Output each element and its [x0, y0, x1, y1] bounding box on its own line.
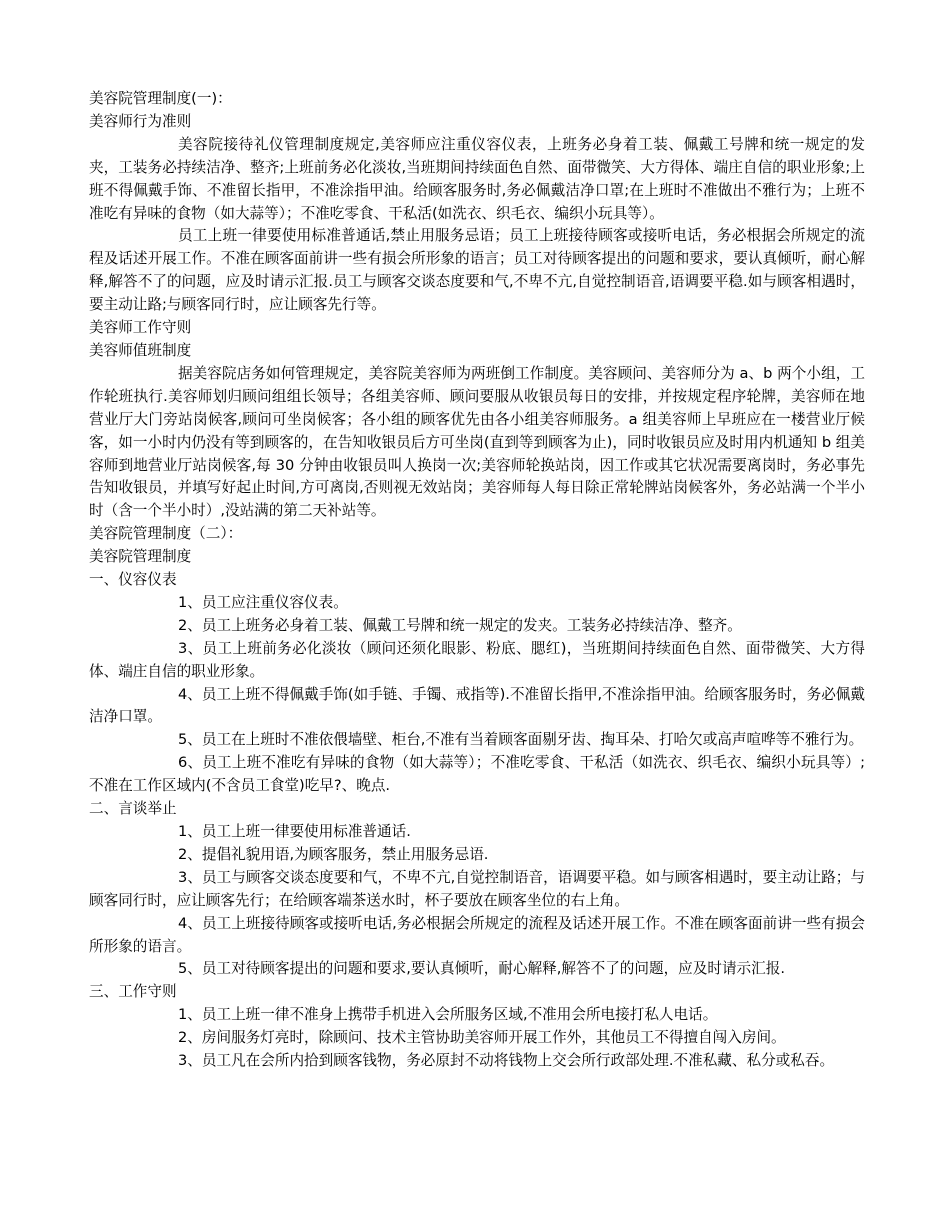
- list-item: 4、员工上班不得佩戴手饰(如手链、手镯、戒指等).不准留长指甲,不准涂指甲油。给顾客服务时，务必佩戴洁净口罩。: [89, 685, 865, 726]
- list-item: 3、员工凡在会所内拾到顾客钱物，务必原封不动将钱物上交会所行政部处理.不准私藏、私分或私吞。: [178, 1052, 835, 1070]
- body-paragraph: 员工上班一律要使用标准普通话,禁止用服务忌语；员工上班接待顾客或接听电话，务必根据会所规定的流程及话述开展工作。不准在顾客面前讲一些有损会所形象的语言；员工对待顾客提出的问题和要求，要认真倾听，耐心解释,解答不了的问题，应及时请示汇报.员工与顾客交谈态度要和气,不卑不亢,自觉控制语音,语调要平稳.如与顾客相遇时，要主动让路;与顾客同行时，应让顾客先行等。: [89, 227, 865, 314]
- section-title: 美容院管理制度(一)：: [89, 90, 232, 107]
- list-item: 1、员工上班一律不准身上携带手机进入会所服务区域,不准用会所电接打私人电话。: [178, 1006, 718, 1024]
- subsection-title: 美容师工作守则: [89, 319, 192, 337]
- body-paragraph: 美容院接待礼仪管理制度规定,美容师应注重仪容仪表，上班务必身着工装、佩戴工号牌和统一规定的发夹，工装务必持续洁净、整齐;上班前务必化淡妆,当班期间持续面色自然、面带微笑、大方得体、端庄自信的职业形象;上班不得佩戴手饰、不准留长指甲，不准涂指甲油。给顾客服务时,务必佩戴洁净口罩;在上班时不准做出不雅行为；上班不准吃有异味的食物（如大蒜等）；不准吃零食、干私活(如洗衣、织毛衣、编织小玩具等）。: [89, 135, 865, 222]
- list-item: 5、员工对待顾客提出的问题和要求,要认真倾听，耐心解释,解答不了的问题，应及时请示汇报.: [178, 960, 785, 978]
- subsection-title: 一、仪容仪表: [89, 571, 177, 589]
- list-item: 2、房间服务灯亮时，除顾问、技术主管协助美容师开展工作外，其他员工不得擅自闯入房间。: [178, 1029, 786, 1047]
- document-page: [89, 88, 865, 1073]
- list-item: 6、员工上班不准吃有异味的食物（如大蒜等）；不准吃零食、干私活（如洗衣、织毛衣、编织小玩具等）;不准在工作区域内(不含员工食堂)吃早?、晚点.: [89, 754, 865, 795]
- list-item: 2、提倡礼貌用语,为顾客服务，禁止用服务忌语.: [178, 845, 489, 863]
- list-item: 5、员工在上班时不准依偎墙壁、柜台,不准有当着顾客面剔牙齿、掏耳朵、打哈欠或高声喧哗等不雅行为。: [178, 731, 864, 749]
- list-item: 1、员工上班一律要使用标准普通话.: [178, 823, 411, 840]
- list-item: 4、员工上班接待顾客或接听电话,务必根据会所规定的流程及话述开展工作。不准在顾客面前讲一些有损会所形象的语言。: [89, 914, 865, 955]
- subsection-title: 二、言谈举止: [89, 800, 177, 818]
- subsection-title: 三、工作守则: [89, 983, 177, 1001]
- subsection-title: 美容师值班制度: [89, 341, 192, 359]
- subsection-title: 美容院管理制度: [89, 548, 192, 566]
- list-item: 3、员工上班前务必化淡妆（顾问还须化眼影、粉底、腮红)，当班期间持续面色自然、面带微笑、大方得体、端庄自信的职业形象。: [89, 639, 865, 680]
- body-paragraph: 据美容院店务如何管理规定，美容院美容师为两班倒工作制度。美容顾问、美容师分为 a、b 两个小组，工作轮班执行.美容师划归顾问组组长领导；各组美容师、顾问要服从收银员每日的安排，并按规定程序轮牌，美容师在地营业厅大门旁站岗候客,顾问可坐岗候客；各小组的顾客优先由各小组美容师服务。a 组美容师上早班应在一楼营业厅候客，如一小时内仍没有等到顾客的，在告知收银员后方可坐岗(直到等到顾客为止)，同时收银员应及时用内机通知 b 组美容师到地营业厅站岗候客,每 30 分钟由收银员叫人换岗一次;美容师轮换站岗，因工作或其它状况需要离岗时，务必事先告知收银员，并填写好起止时间,方可离岗,否则视无效站岗；美容师每人每日除正常轮牌站岗候客外，务必站满一个半小时（含一个半小时）,没站满的第二天补站等。: [89, 364, 865, 520]
- list-item: 1、员工应注重仪容仪表。: [178, 593, 348, 611]
- list-item: 3、员工与顾客交谈态度要和气，不卑不亢,自觉控制语音，语调要平稳。如与顾客相遇时，要主动让路；与顾客同行时，应让顾客先行；在给顾客端茶送水时，杯子要放在顾客坐位的右上角。: [89, 868, 865, 909]
- list-item: 2、员工上班务必身着工装、佩戴工号牌和统一规定的发夹。工装务必持续洁净、整齐。: [178, 616, 742, 634]
- subsection-title: 美容师行为准则: [89, 112, 192, 130]
- section-title: 美容院管理制度（二）：: [89, 525, 243, 543]
